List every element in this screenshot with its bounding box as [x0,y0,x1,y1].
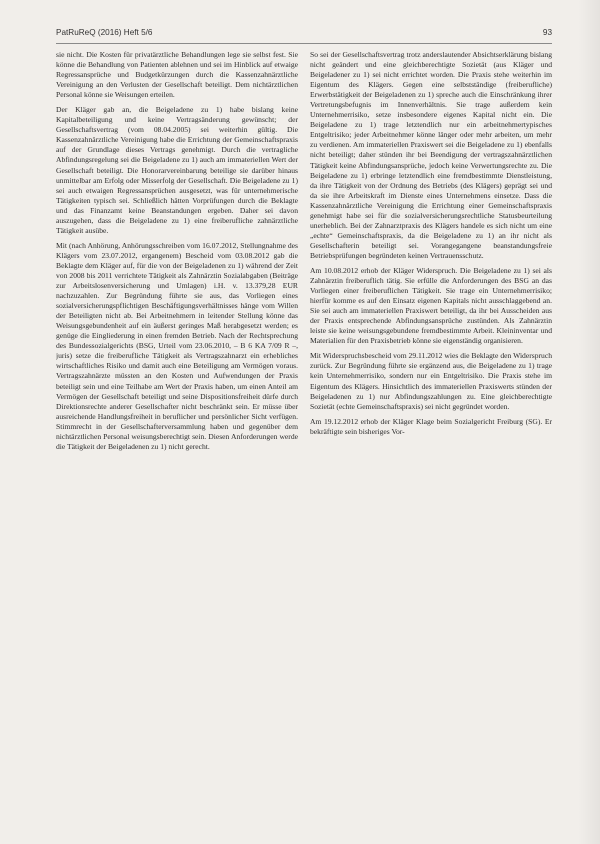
paragraph: So sei der Gesellschaftsvertrag trotz anderslautender Absichtserklärung bislang nicht geändert und eine gleichberechtigte Sozietät (aus Kläger und Beigeladener zu 1) sei nicht errichtet worden. Die Praxis stehe weiterhin im Eigentum des Klägers. Gegen eine selbstständige (freiberufliche) Erwerbstätigkeit der Beigeladenen zu 1) spreche auch die Einschränkung ihrer Vertretungsbefugnis im Innenverhältnis. Sie trage außerdem kein Unternehmerrisiko, setze insbesondere eigenes Kapital nicht ein. Die Beigeladene zu 1) trage letztendlich nur ein arbeitnehmertypisches Entgeltrisiko; jeder Arbeitnehmer könne länger oder mehr arbeiten, um mehr zu verdienen. Am immateriellen Praxiswert sei die Beigeladene zu 1) ebenfalls nicht beteiligt; daher stünden ihr bei Beendigung der vertragszahnärztlichen Tätigkeit keine Abfindungsansprüche, jedoch keine Verwertungsrechte zu. Die Beigeladene zu 1) erbringe letztendlich eine fremdbestimmte Dienstleistung, da ihre Tätigkeit von der Ordnung des Betriebs (des Klägers) geprägt sei und da sie ihre Arbeitskraft im Dienste eines Unternehmens einsetze. Dass die Kassenzahnärztliche Vereinigung die Errichtung einer Gemeinschaftspraxis genehmigt habe sei für die sozialversicherungsrechtliche Statusbeurteilung unerheblich. Bei der Zahnarztpraxis des Klägers handele es sich nicht um eine „echte“ Gemeinschaftspraxis, da die Beigeladene zu 1) an ihr nicht als Gesellschafterin beteiligt sei. Vorangegangene beanstandungsfreie Betriebsprüfungen begründeten keinen Vertrauensschutz. [310,50,552,260]
paragraph: Am 19.12.2012 erhob der Kläger Klage beim Sozialgericht Freiburg (SG). Er bekräftigte sein bisheriges Vor- [310,416,552,436]
right-column [310,50,552,832]
paragraph: Mit (nach Anhörung, Anhörungsschreiben vom 16.07.2012, Stellungnahme des Klägers vom 23.07.2012, ergangenem) Bescheid vom 03.08.2012 gab die Beklagte dem Kläger auf, für die von der Beigeladenen zu 1) während der Zeit von 2008 bis 2011 verrichtete Tätigkeit als Zahnärztin Sozialabgaben (Beiträge zur Arbeitslosenversicherung und Umlagen) i.H. v. 13.379,28 EUR nachzuzahlen. Zur Begründung führte sie aus, das Vorliegen eines sozialversicherungspflichtigen Beschäftigungsverhältnisses hänge vom Willen der Beteiligten nicht ab. Bei Arbeitnehmern in leitender Stellung könne das Weisungsgebundenheit auf ein äußerst geringes Maß herabgesetzt werden; es genüge die Eingliederung in einen fremden Betrieb. Nach der Rechtsprechung des Bundessozialgerichts (BSG, Urteil vom 23.06.2010, – B 6 KA 7/09 R –, juris) setze die freiberufliche Tätigkeit als Vertragszahnarzt ein erhebliches wirtschaftliches Risiko und damit auch eine Beteiligung am Vermögen voraus. Vertragszahnärzte müssten an den Kosten und Aufwendungen der Praxis beteiligt sein und eine Teilhabe am Wert der Praxis haben, um einen Anteil am Vermögen der Gesellschaft beteiligt und seine Dispositionsfreiheit dürfe durch Direktionsrechte anderer Gesellschafter nicht beschränkt sein. Er müsse über ausreichende Handlungsfreiheit in beruflicher und persönlicher Sicht verfügen. Stimmrecht in der Gesellschafterversammlung haben und gegenüber dem nichtärztlichen Personal weisungsberechtigt sein. Diesen Anforderungen werde die Tätigkeit der Beigeladenen zu 1) nicht gerecht. [56,240,298,451]
paragraph: Mit Widerspruchsbescheid vom 29.11.2012 wies die Beklagte den Widerspruch zurück. Zur Begründung führte sie ergänzend aus, die Beigeladene zu 1) trage kein Unternehmerrisiko, sondern nur ein Entgeltrisiko. Die Praxis stehe im Eigentum des Klägers. Hinsichtlich des immateriellen Praxiswerts stünden der Beigeladenen zu 1) nur Abfindungszahlungen zu. Eine gleichberechtigte Sozietät (echte Gemeinschaftspraxis) sei nicht gegründet worden. [310,351,552,411]
left-column [56,50,298,832]
paragraph: Am 10.08.2012 erhob der Kläger Widerspruch. Die Beigeladene zu 1) sei als Zahnärztin freiberuflich tätig. Sie erfülle die Anforderungen des BSG an das Vorliegen einer freiberuflichen Tätigkeit. Sie trage ein Unternehmerrisiko; hierfür komme es auf den Einsatz eigenen Kapitals nicht ausschlaggebend an. Sie sei auch am immateriellen Praxiswert beteiligt, da ihr bei Ausscheiden aus der Praxis entsprechende Abfindungsansprüche zustünden. Als Zahnärztin leiste sie keine weisungsgebundene fremdbestimmte Arbeit. Kleininventar und Materialien für den Praxisbetrieb könne sie eigenständig organisieren. [310,265,552,346]
page-header [56,28,552,42]
journal-citation: PatRuReQ (2016) Heft 5/6 [56,28,153,37]
page-number: 93 [542,28,552,37]
header-rule [56,43,552,44]
paragraph: Der Kläger gab an, die Beigeladene zu 1) habe bislang keine Kapitalbeteiligung und keine Vertragsänderung gewünscht; der Gesellschaftsvertrag (vom 08.04.2005) sei weiterhin gültig. Die Kassenzahnärztliche Vereinigung habe die Errichtung der Gemeinschaftspraxis auf der Grundlage dieses Vertrags genehmigt. Durch die vertragliche Abfindungsregelung sei die Beigeladene zu 1) auch am immateriellen Wert der Gesellschaft beteiligt. Die Honorarvereinbarung beteilige sie darüber hinaus unmittelbar am Erfolg oder Misserfolg der Gesellschaft. Die Beigeladene zu 1) sei auch etwaigen Regressansprüchen ausgesetzt, was für unternehmerische Tätigkeiten typisch sei. Schließlich hätten Vorprüfungen durch die Beklagte und das Finanzamt keine Beanstandungen ergeben. Daher sei davon auszugehen, dass die Beigeladene zu 1) eine freiberufliche zahnärztliche Tätigkeit ausübe. [56,105,298,235]
scan-edge-shadow [578,0,600,844]
paragraph: sie nicht. Die Kosten für privatärztliche Behandlungen lege sie selbst fest. Sie könne die Behandlung von Patienten ablehnen und sei im Hinblick auf etwaige Regressansprüche und Budgetkürzungen durch die Kassenzahnärztliche Vereinigung an den Verlusten der Gesellschaft beteiligt. Dem nichtärztlichen Personal könne sie Weisungen erteilen. [56,50,298,100]
